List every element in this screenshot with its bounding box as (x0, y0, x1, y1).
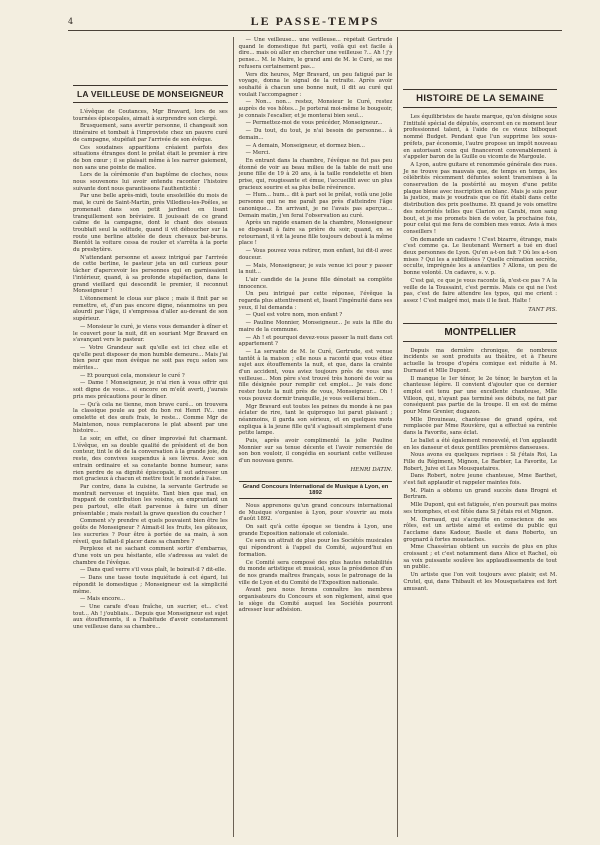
paragraph: Ces soudaines apparitions créaient parfois des situations étranges dont le prélat était le premier à rire de bon cœur ; il se plaisait même à les narrer gaiement, non sans une pointe de malice. (73, 144, 228, 171)
article-signature: HENRI DATIN. (350, 466, 393, 473)
paragraph: — Monsieur le curé, je viens vous demander à dîner et le couvert pour la nuit, dit en souriant Mgr Bravard en s'avançant vers le pasteur. (73, 323, 228, 344)
paragraph: N'attendant personne et assez intrigué par l'arrivée de cette berline, le pasteur jeta un œil curieux pour tâcher d'apercevoir les personnes qui en garnissaient l'intérieur, quand, à sa profonde stupéfaction, dans le grand vieillard qui descendit le premier, il reconnut Monseigneur ! (73, 254, 228, 295)
paragraph: — Vous pouvez vous retirer, mon enfant, lui dit-il avec douceur. (238, 248, 393, 261)
paragraph: Mgr Bravard eut toutes les peines du monde à ne pas éclater de rire, tant le quiproquo lui parut plaisant ; néanmoins, il garda son sérieux, et en quelques mots expliqua à la jeune fille qu'il s'agissait simplement d'une petite lampe. (238, 403, 393, 437)
paragraph: — Votre Grandeur sait qu'elle est ici chez elle et qu'elle peut disposer de mon humble demeure... Mais j'ai bien peur que mon évêque ne soit pas reçu selon ses mérites... (73, 344, 228, 372)
paragraph: — Dans une tasse toute inquiétude à cet égard, lui répondit le domestique ; Monseigneur est la simplicité même. (73, 575, 228, 595)
column-2 (233, 37, 398, 837)
paragraph: Vers dix heures, Mgr Bravard, un peu fatigué par le voyage, donna le signal de la retraite. Après avoir souhaité à chacun une bonne nuit, il dit au curé qui voulait l'accompagner : (238, 71, 393, 98)
paragraph: Nous avons eu quelques reprises : Si j'étais Roi, La Fille du Régiment, Mignon, Le Barbier, La Favorite, Le Robert, Juive et Les Mousquetaires. (403, 452, 558, 472)
paragraph: M. Durnaud, qui s'acquitte en conscience de ses rôles, est un artiste aimé et estimé du public qui l'acclame dans Kadour, Basile et dans Roberto, un grognard à fortes moustaches. (403, 516, 558, 543)
paragraph: Dans Robert, notre jeune chanteuse, Mme Barthet, s'est fait applaudir et rappeler maintes fois. (403, 473, 558, 487)
paragraph: — La servante de M. le Curé, Gertrude, est venue tantôt à la maison ; elle nous a raconté que vous étiez sujet aux étouffements la nuit, et que, dans la crainte d'un accident, vous aviez toujours près de vous une veilleuse... Mon père s'est trouvé très honoré de voir sa fille désignée pour remplir cet emploi... Je vais donc rester toute la nuit près de vous, Monseigneur... Oh ! vous pouvez dormir tranquille, je vous veillerai bien... (238, 348, 393, 402)
paragraph: — Non... non... restez, Monsieur le Curé, restez auprès de vos hôtes... Je porterai moi-même le bougeoir, je connais l'escalier, et je monterai bien seul... (238, 99, 393, 119)
article-body-veilleuse (73, 109, 228, 631)
article-columns (68, 37, 562, 837)
article-title-concours: Grand Concours International de Musique à Lyon, en 1892 (239, 481, 393, 499)
paragraph: Mme Chassériau obtient un succès de plus en plus croissant ; et c'est notamment dans Alice et Rachel, où sa voix puissante soulève les applaudissements de tout un public. (403, 544, 558, 571)
paragraph: Un artiste que l'on voit toujours avec plaisir, est M. Crutel, qui, dans Thibault et les Mousquetaires est fort amusant. (403, 572, 558, 592)
column-1 (68, 37, 233, 837)
paragraph: Par contre, dans la cuisine, la servante Gertrude se montrait nerveuse et inquiète. Tant bien que mal, en frappant de contribution les voisins, en empruntant un peu partout, elle était parvenue à faire un dîner présentable ; mais restait la grave question du coucher ! (73, 483, 228, 517)
article-body-montpellier (403, 348, 557, 593)
paragraph: C'est gai, ce que je vous raconte là, n'est-ce pas ? A la veille de la Toussaint, c'est permis. Mais ce qui ne l'est pas, c'est de faire attendre les typos, qui me crient : assez ! C'est malgré moi, mais il le faut. Halte ! (403, 277, 558, 304)
paragraph: L'étonnement le cloua sur place ; mais il finit par se remettre, et, d'un pas encore digne, néanmoins un peu alourdi par l'âge, il s'empressa d'aller au-devant de son supérieur. (73, 295, 228, 323)
paragraph: Mlle Dupont, qui est fatiguée, n'en poursuit pas moins ses triomphes, et est fêtée dans Si j'étais roi et Mignon. (403, 502, 558, 515)
paragraph: Un peu intrigué par cette réponse, l'évêque la regarda plus attentivement et, lisant l'ingénuité dans ses yeux, il lui demanda : (238, 291, 393, 311)
paragraph: Avant peu nous ferons connaître les membres organisateurs du Concours et son règlement, ainsi que le siège du Comité auquel les Sociétés pourront adresser leur adhésion. (238, 587, 393, 614)
paragraph: — Une carafe d'eau fraîche, un sucrier, et... c'est tout... Ah ! j'oubliais... Depuis que Monseigneur est sujet aux étouffements, il a l'habitude d'avoir constamment une veilleuse dans sa chambre... (73, 603, 228, 631)
paragraph: — Qu'à cela ne tienne, mon brave curé... on trouvera la classique poule au pot du bon roi Henri IV... une omelette et des œufs frais, le reste... Comme Mgr de Maintenon, nous remplacerons le plat absent par une histoire... (73, 401, 228, 435)
page-number: 4 (68, 16, 74, 26)
paragraph: — Du tout, du tout, je n'ai besoin de personne... à demain... (238, 128, 393, 141)
article-body-veilleuse-continued (239, 37, 393, 465)
paragraph: — Merci. (245, 150, 271, 157)
paragraph: Comment s'y prendre et quels pouvaient bien être les goûts de Monseigneur ? Aimait-il les fruits, les gâteaux, les sucreries ? Pour être à portée de sa main, à son réveil, que fallait-il placer dans sa chambre ? (73, 518, 228, 545)
article-body-histoire (403, 114, 557, 305)
page-header (68, 12, 562, 31)
paragraph: On demande un cadavre ! C'est bizarre, étrange, mais c'est comme ça. Le lieutenant Wernert a tué en duel deux personnes de Lyon. Qu'en a-t-on fait ? Où les a-t-on mises ? Qui les a subtilisées ? Quelle crémation secrète, occulte, imprégnée les a anéanties ? Allons, un peu de bonne volonté. Un cadavre, s. v. p. (403, 236, 558, 277)
paragraph: M. Plain a obtenu un grand succès dans Brogni et Bertram. (403, 487, 558, 501)
paragraph: Le soir, en effet, ce dîner improvisé fut charmant. L'évêque, en sa double qualité de président et de bon conteur, tint le dé de la conversation à la grande joie, du reste, des convives suspendus à ses lèvres. Avec son entrain ordinaire et sa constante bonne humeur, sans rien perdre de sa dignité épiscopale, il sut adresser un mot gracieux à chacun et mettre tout le monde à l'aise. (73, 436, 228, 483)
paragraph: Brusquement, sans avertir personne, il changeait son itinéraire et tombait à l'improviste chez un pauvre curé de campagne, stupéfait par l'arrivée de son évêque. (73, 123, 228, 143)
paragraph: Ce Comité sera composé des plus hautes notabilités du monde artistique et musical, sous la présidence d'un de nos grands maîtres français, sous le patronage de la ville de Lyon et du Comité de l'Exposition nationale. (238, 559, 393, 586)
paragraph: Depuis ma dernière chronique, de nombreux incidents se sont produits au théâtre, et à l'heure actuelle la troupe d'opéra comique est réduite à M. Durnaud et Mlle Dupont. (403, 347, 558, 374)
paragraph: — Une veilleuse... une veilleuse... répétait Gertrude quand le domestique fut parti, voilà qui est facile à dire... mais où aller en chercher une veilleuse ?... Ah ! j'y pense... M. le Maire, le grand ami de M. le Curé, se me refusera certainement pas... (238, 37, 393, 70)
paragraph: Après un rapide examen de la chambre, Monseigneur se disposait à faire sa prière du soir, quand, en se retournant, il vit la jeune fille toujours debout à la même place ! (238, 220, 393, 247)
paragraph: Perplexe et ne sachant comment sortir d'embarras, d'une voix un peu hésitante, elle s'adressa au valet de chambre de l'évêque. (73, 546, 228, 566)
paragraph: — Dans quel verre s'il vous plaît, le boirait-il ? dit-elle. (80, 567, 227, 574)
article-signature-histoire: TANT PIS. (528, 306, 558, 313)
paragraph: Mlle Drouineau, chanteuse de grand opéra, est remplacée par Mme Rouvière, qui a effectué sa rentrée dans la Favorite, sans éclat. (403, 416, 558, 437)
article-title-histoire: HISTOIRE DE LA SEMAINE (403, 89, 557, 108)
paragraph: — Hum... hum... dit à part soi le prélat, voilà une jolie personne qui ne me paraît pas près d'atteindre l'âge canonique... En arrivant, je ne l'avais pas aperçue... Demain matin, j'en ferai l'observation au curé. (238, 192, 393, 219)
paragraph: — Quel est votre nom, mon enfant ? (245, 312, 343, 319)
article-body-concours (239, 503, 393, 614)
paragraph: Les équilibristes de haute marque, qu'on désigne sous l'intitulé spécial de députés, exercent en ce moment leur professionnel talent, à l'aide de ce vieux bilboquet nommé Budget. Pendant que l'un supprime les sous-préfets, par économie, l'autre propose un impôt nouveau en autorisant ceux qui financeront convenablement à s'appeler baron de la Guille ou vicomte de Margoule. (403, 114, 558, 161)
paragraph: En entrant dans la chambre, l'évêque ne fut pas peu étonné de voir au beau milieu de la table de nuit une jeune fille de 19 à 20 ans, à la taille rondelette et bien prise, qui, rougissante et émue, l'accueillit avec un plus gracieux sourire et sa plus belle révérence. (238, 157, 393, 191)
paragraph: Ce sera un attrait de plus pour les Sociétés musicales qui répondront à l'appel du Comité, aujourd'hui en formation. (238, 538, 393, 558)
paragraph: — Mais encore... (80, 596, 126, 603)
paragraph: — Ah ! et pourquoi devez-vous passer la nuit dans cet appartement ? (238, 334, 393, 348)
journal-title: LE PASSE-TEMPS (250, 13, 380, 28)
paragraph: L'évêque de Coutances, Mgr Bravard, lors de ses tournées épiscopales, aimait à surprendre son clergé. (73, 109, 228, 122)
paragraph: Lors de la cérémonie d'un baptême de cloches, nous nous souvenons lui avoir entendu raconter l'histoire suivante dont nous garantissons l'authenticité : (73, 172, 228, 192)
column-3 (397, 37, 562, 837)
paragraph: L'air candide de la jeune fille dénotait sa complète innocence. (238, 276, 393, 290)
paragraph: Par une belle après-midi, toute ensoleillée du mois de mai, le curé de Saint-Martin, près Villedieu-les-Poêles, se promenait dans son petit jardinet en lisant tranquillement son bréviaire. Il jouissait de ce grand calme de la campagne, dont le chant des oiseaux troublait seul la solitude, quand il vit déboucher sur la route une berline attelée de deux chevaux bai-bruns. Bientôt la voiture cessa de rouler et s'arrêta à la porte du presbytère. (73, 193, 228, 254)
paragraph: Puis, après avoir complimenté la jolie Pauline Monnier sur sa tenue décente et l'avoir remerciée de son bon vouloir, il congédia en souriant cette veilleuse d'un nouveau genre. (238, 438, 393, 465)
paragraph: A Lyon, autre guitare et renommée générale des rues. Je ne trouve pas mauvais que, de temps en temps, les célébrités récemment défuntes soient transmises à la conservation de la postérité au moyen d'une petite plaque bleue avec inscription en blanc. Mais je suis pour la justice, mais je voudrais que ce fût établi dans cette distribution des prix posthume. Et quand je vois omettre des notoriétés telles que Clarion ou Carabi, mon sang bout, et je me promets bien de voter, la prochaine fois, pour celui qui me fera de combien mes vœux. Avis à mes conseillers ! (403, 161, 558, 235)
paragraph: — Permettez-moi de vous précéder, Monseigneur... (245, 120, 383, 127)
paragraph: Il manque le 1er ténor, le 2e ténor, le baryton et la chanteuse légère. Il convient d'ajouter que ce dernier emploi est tenu par une excellente chanteuse, Mlle Villeon, qui, n'ayant pas terminé ses débuts, ne fait par conséquent pas partie de la troupe. Il en est de même pour Mme Grenier, dugazon. (403, 375, 558, 416)
paragraph: On sait qu'à cette époque se tiendra à Lyon, une grande Exposition nationale et coloniale. (238, 524, 393, 537)
article-title-montpellier: MONTPELLIER (403, 323, 557, 342)
paragraph: — Pauline Monnier, Monseigneur... Je suis la fille du maire de la commune. (238, 320, 393, 333)
paragraph: Le ballet a été également renouvelé, et l'on applaudit en les danseur et deux gentilles premières danseuses. (403, 437, 558, 451)
paragraph: — A demain, Monseigneur, et dormez bien... (245, 142, 365, 149)
paragraph: Nous apprenons qu'un grand concours international de Musique s'organise à Lyon, pour s'ouvrir au mois d'août 1892. (238, 502, 393, 523)
paragraph: — Mais, Monseigneur, je suis venue ici pour y passer la nuit... (238, 262, 393, 276)
paragraph: — Dame ! Monseigneur, je n'ai rien à vous offrir qui soit digne de vous... si encore on m'eût averti, j'aurais pris mes précautions pour le dîner. (73, 380, 228, 400)
paragraph: — Et pourquoi cela, monsieur le curé ? (80, 372, 185, 379)
article-title-veilleuse: LA VEILLEUSE DE MONSEIGNEUR (73, 85, 228, 103)
